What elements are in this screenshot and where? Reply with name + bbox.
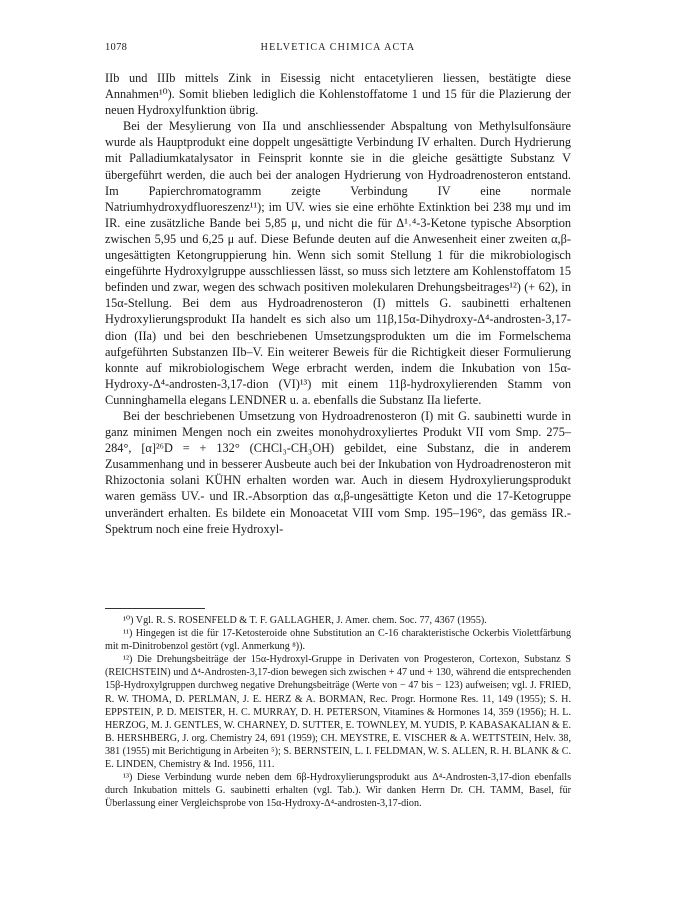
footnotes	[105, 614, 571, 810]
journal-title: HELVETICA CHIMICA ACTA	[260, 42, 416, 53]
footnote: ¹⁰) Vgl. R. S. ROSENFELD & T. F. GALLAGHER, J. Amer. chem. Soc. 77, 4367 (1955).	[123, 615, 487, 626]
body-text	[105, 70, 571, 537]
paragraph: Bei der Mesylierung von IIa und anschliessender Abspaltung von Methylsulfonsäure wurde als Hauptprodukt eine doppelt ungesättigte Verbindung IV erhalten. Durch Hydrierung mit Palladiumkatalysator in Feinsprit konnte sie in die gleiche gesättigte Substanz V übergeführt werden, die auch bei der analogen Hydrierung von Hydroadrenosteron entstand. Im Papierchromatogramm zeigte Verbindung IV eine normale Natriumhydroxydfluoreszenz¹¹); im UV. wies sie eine erhöhte Extinktion bei 238 mμ und im IR. eine zusätzliche Bande bei 5,85 μ, und nicht die für Δ¹˒⁴-3-Ketone typische Absorption zwischen 5,95 und 6,25 μ auf. Diese Befunde deuten auf die Anwesenheit einer zweiten α,β-ungesättigten Ketongruppierung hin. Wenn sich somit Stellung 1 für die mikrobiologisch eingeführte Hydroxylgruppe ausschliessen lässt, so muss sich letztere am Kohlenstoffatom 15 befinden und zwar, wegen des schwach positiven molekularen Drehungsbeitrages¹²) (+ 62), in 15α-Stellung. Bei dem aus Hydroadrenosteron (I) mittels G. saubinetti erhaltenen Hydroxylierungsprodukt IIa handelt es sich also um 11β,15α-Dihydroxy-Δ⁴-androsten-3,17-dion (IIa) und bei den beschriebenen Umsetzungsprodukten um die im Formelschema aufgeführten Substanzen IIb–V. Ein weiterer Beweis für die Richtigkeit dieser Formulierung konnte auf mikrobiologischem Wege erbracht werden, indem die Inkubation von 15α-Hydroxy-Δ⁴-androsten-3,17-dion (VI)¹³) mit einem 11β-hydroxylierenden Stamm von Cunninghamella elegans LENDNER u. a. ebenfalls die Substanz IIa lieferte.	[105, 119, 571, 407]
paragraph: IIb und IIIb mittels Zink in Eisessig nicht entacetylieren liessen, bestätigte diese Annahmen¹⁰). Somit blieben lediglich die Kohlenstoffatome 1 und 15 für die Plazierung der neuen Hydroxylfunktion übrig.	[105, 71, 571, 118]
paragraph: Bei der beschriebenen Umsetzung von Hydroadrenosteron (I) mit G. saubinetti wurde in ganz minimen Mengen noch ein zweites monohydroxyliertes Produkt VII vom Smp. 275–284°, [α]²⁶D = + 132° (CHCl₃-CH₃OH) gebildet, eine Substanz, die in anderem Zusammenhang und in besserer Ausbeute auch bei der Inkubation von Hydroadrenosteron mit Rhizoctonia solani KÜHN erhalten worden war. Auch in diesem Hydroxylierungsprodukt waren gemäss UV.- und IR.-Absorption das α,β-ungesättigte Keton und die 17-Ketogruppe unverändert erhalten. Es bildete ein Monoacetat VIII vom Smp. 195–196°, das gemäss IR.-Spektrum noch eine freie Hydroxyl-	[105, 408, 571, 536]
footnote: ¹²) Die Drehungsbeiträge der 15α-Hydroxyl-Gruppe in Derivaten von Progesteron, Cortexon, Substanz S (REICHSTEIN) und Δ⁴-Androsten-3,17-dion bewegen sich zwischen + 47 und + 130, während die entsprechenden 15β-Hydroxylgruppen durchweg negative Drehungsbeiträge (Werte von − 47 bis − 123) aufweisen; vgl. J. FRIED, R. W. THOMA, D. PERLMAN, J. E. HERZ & A. BORMAN, Rec. Progr. Hormone Res. 11, 149 (1955); S. H. EPPSTEIN, P. D. MEISTER, H. C. MURRAY, D. H. PETERSON, Vitamines & Hormones 14, 359 (1956); H. L. HERZOG, M. J. GENTLES, W. CHARNEY, D. SUTTER, E. TOWNLEY, M. YUDIS, P. KABASAKALIAN & E. B. HERSHBERG, J. org. Chemistry 24, 691 (1959); CH. MEYSTRE, E. VISCHER & A. WETTSTEIN, Helv. 38, 381 (1955) mit Berichtigung in Arbeiten ⁵); S. BERNSTEIN, L. I. FELDMAN, W. S. ALLEN, R. H. BLANK & C. E. LINDEN, Chemistry & Ind. 1956, 111.	[105, 654, 571, 771]
footnote-divider	[105, 608, 205, 609]
footnote: ¹¹) Hingegen ist die für 17-Ketosteroide ohne Substitution an C-16 charakteristische Ockerbis Violettfärbung mit m-Dinitrobenzol gestört (vgl. Anmerkung ⁸)).	[105, 628, 571, 653]
footnote: ¹³) Diese Verbindung wurde neben dem 6β-Hydroxylierungsprodukt aus Δ⁴-Androsten-3,17-dion ebenfalls durch Inkubation mittels G. saubinetti erhalten (vgl. Tab.). Wir danken Herrn Dr. CH. TAMM, Basel, für Überlassung einer Vergleichsprobe von 15α-Hydroxy-Δ⁴-androsten-3,17-dion.	[105, 772, 571, 810]
running-header	[105, 42, 571, 56]
page-number: 1078	[105, 42, 128, 53]
